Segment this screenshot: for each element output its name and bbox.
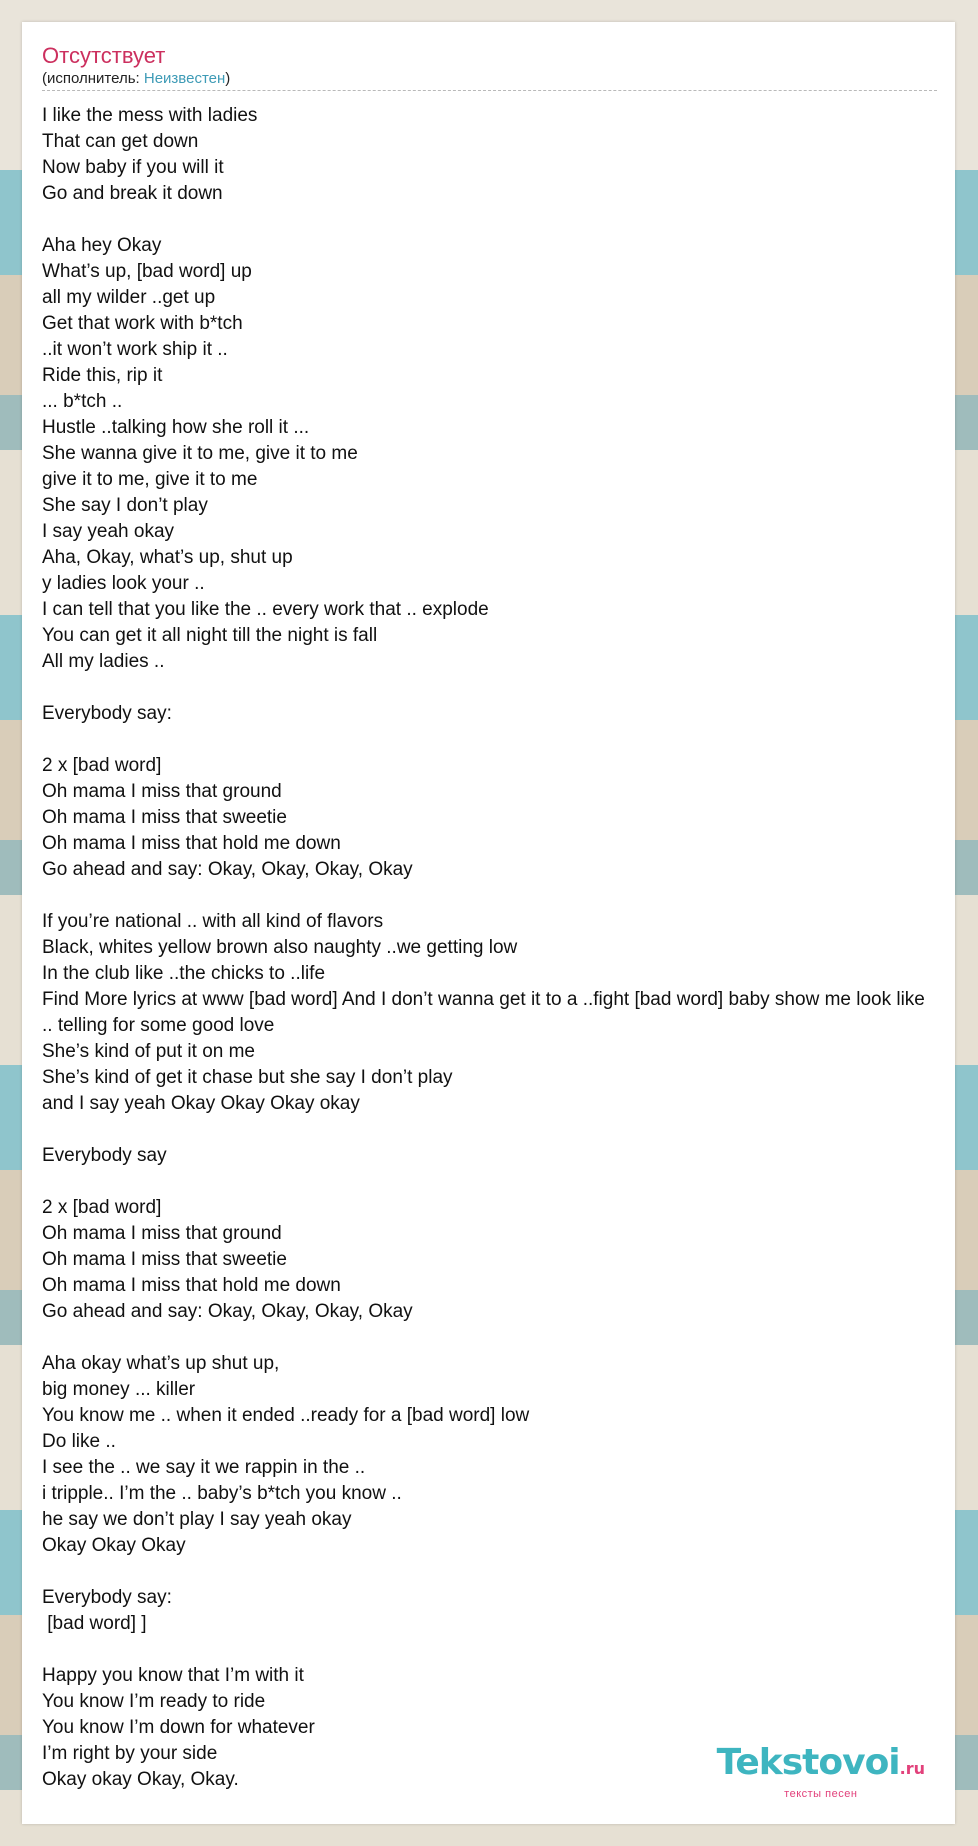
lyric-line: Everybody say: [42, 703, 172, 724]
song-title: Отсутствует [42, 43, 166, 68]
lyrics-sheet [22, 22, 955, 1824]
lyric-line: Happy you know that I’m with it [42, 1665, 304, 1686]
lyric-line: ... b*tch .. [42, 391, 123, 412]
lyric-line: Okay okay Okay, Okay. [42, 1769, 239, 1790]
lyric-line [42, 207, 925, 233]
lyric-line: In the club like ..the chicks to ..life [42, 963, 326, 984]
lyric-line: 2 x [bad word] [42, 755, 162, 776]
logo-tagline: тексты песен [784, 1788, 858, 1800]
lyric-line: You know I’m down for whatever [42, 1717, 315, 1738]
lyric-line [42, 1325, 925, 1351]
lyric-line: Oh mama I miss that hold me down [42, 833, 341, 854]
artist-prefix: (исполнитель: [42, 70, 144, 87]
lyric-line: Everybody say: [42, 1587, 172, 1608]
lyric-line: I like the mess with ladies [42, 105, 258, 126]
lyric-line: She say I don’t play [42, 495, 208, 516]
lyric-line: [bad word] ] [42, 1613, 147, 1634]
lyric-line: Oh mama I miss that hold me down [42, 1275, 341, 1296]
logo-tld: .ru [899, 1759, 925, 1778]
lyric-line: y ladies look your .. [42, 573, 205, 594]
lyric-line: Okay Okay Okay [42, 1535, 186, 1556]
lyric-line [42, 1637, 925, 1663]
lyric-line: all my wilder ..get up [42, 287, 216, 308]
lyric-line: Hustle ..talking how she roll it ... [42, 417, 310, 438]
lyric-line: Go and break it down [42, 183, 223, 204]
lyric-line: I say yeah okay [42, 521, 175, 542]
lyric-line: Oh mama I miss that sweetie [42, 1249, 287, 1270]
artist-line [42, 70, 937, 91]
lyric-line: Oh mama I miss that ground [42, 1223, 282, 1244]
lyric-line: Aha, Okay, what’s up, shut up [42, 547, 293, 568]
lyric-line: Everybody say [42, 1145, 167, 1166]
song-header [42, 42, 937, 91]
lyric-line [42, 1559, 925, 1585]
lyric-line [42, 675, 925, 701]
lyric-line: Black, whites yellow brown also naughty ..we getting low [42, 937, 518, 958]
lyric-line: Oh mama I miss that sweetie [42, 807, 287, 828]
lyric-line: i tripple.. I’m the .. baby’s b*tch you know .. [42, 1483, 402, 1504]
lyric-line: he say we don’t play I say yeah okay [42, 1509, 352, 1530]
lyric-line: I can tell that you like the .. every work that .. explode [42, 599, 489, 620]
lyric-line [42, 1169, 925, 1195]
lyric-line: You can get it all night till the night is fall [42, 625, 378, 646]
lyric-line: and I say yeah Okay Okay Okay okay [42, 1093, 360, 1114]
logo-name: Tekstovoi [716, 1742, 900, 1783]
lyric-line: Aha okay what’s up shut up, [42, 1353, 280, 1374]
lyric-line: big money ... killer [42, 1379, 196, 1400]
artist-suffix: ) [225, 70, 231, 87]
lyric-line: She wanna give it to me, give it to me [42, 443, 358, 464]
lyric-line: ..it won’t work ship it .. [42, 339, 228, 360]
lyric-line: What’s up, [bad word] up [42, 261, 252, 282]
lyric-line: Get that work with b*tch [42, 313, 243, 334]
lyric-line [42, 883, 925, 909]
lyric-line: Oh mama I miss that ground [42, 781, 282, 802]
lyric-line: Find More lyrics at www [bad word] And I don’t wanna get it to a ..fight [bad word] baby show me look like [42, 989, 925, 1010]
lyric-line: She’s kind of get it chase but she say I don’t play [42, 1067, 453, 1088]
lyric-line [42, 1117, 925, 1143]
lyric-line [42, 727, 925, 753]
lyrics-text [42, 103, 925, 1793]
lyric-line: Go ahead and say: Okay, Okay, Okay, Okay [42, 1301, 413, 1322]
lyric-line: Go ahead and say: Okay, Okay, Okay, Okay [42, 859, 413, 880]
lyric-line: If you’re national .. with all kind of flavors [42, 911, 384, 932]
lyric-line: You know me .. when it ended ..ready for a [bad word] low [42, 1405, 530, 1426]
lyric-line: Do like .. [42, 1431, 116, 1452]
site-logo[interactable] [717, 1744, 925, 1800]
lyric-line: Ride this, rip it [42, 365, 163, 386]
lyric-line: Now baby if you will it [42, 157, 224, 178]
lyric-line: She’s kind of put it on me [42, 1041, 255, 1062]
lyric-line: I see the .. we say it we rappin in the .. [42, 1457, 366, 1478]
artist-link[interactable]: Неизвестен [143, 70, 226, 87]
lyric-line: I’m right by your side [42, 1743, 218, 1764]
lyric-line: Aha hey Okay [42, 235, 162, 256]
lyric-line: You know I’m ready to ride [42, 1691, 266, 1712]
lyric-line: That can get down [42, 131, 199, 152]
lyric-line: .. telling for some good love [42, 1015, 275, 1036]
lyric-line: give it to me, give it to me [42, 469, 258, 490]
lyric-line: 2 x [bad word] [42, 1197, 162, 1218]
lyric-line: All my ladies .. [42, 651, 165, 672]
